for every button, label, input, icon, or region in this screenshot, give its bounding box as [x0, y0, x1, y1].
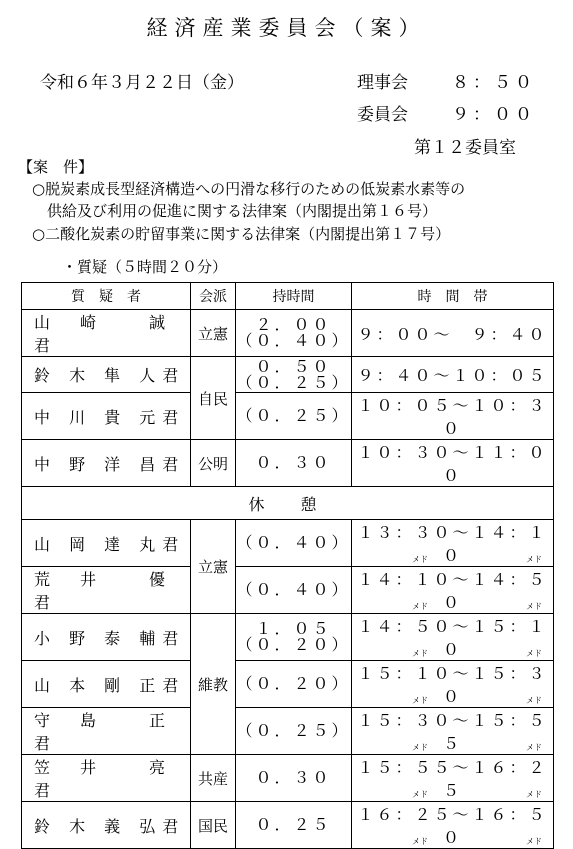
time-slot: ９：００～ ９：４０: [352, 310, 554, 357]
hours-cell: ０．２５: [236, 802, 352, 849]
questioner-name: 荒 井 優君: [22, 567, 191, 614]
meto-note: メド: [526, 837, 542, 846]
party: 立憲: [191, 520, 236, 614]
meto-note: メド: [526, 555, 542, 564]
hours-total: １．０５: [255, 619, 332, 638]
questioner-name: 山 崎 誠君: [22, 310, 191, 357]
meto-note: メド: [526, 790, 542, 799]
hours-cell: （０．４０）: [236, 567, 352, 614]
header-questioner: 質 疑 者: [22, 283, 191, 310]
questioner-name: 鈴 木 義 弘君: [22, 802, 191, 849]
meto-note: メド: [412, 649, 428, 658]
header-hours: 持時間: [236, 283, 352, 310]
header-party: 会派: [191, 283, 236, 310]
party: 維教: [191, 614, 236, 755]
meto-note: メド: [526, 602, 542, 611]
table-row: [22, 440, 554, 487]
agenda-heading: 【案 件】: [18, 158, 94, 176]
break-row: [22, 487, 554, 520]
time-slot: １３：３０～１４：１０ メド メド: [352, 520, 554, 567]
document-title: 経済産業委員会（案）: [146, 16, 427, 40]
hours-cell: （０．２５）: [236, 393, 352, 440]
agenda-item: ○脱炭素成長型経済構造への円滑な移行のための低炭素水素等の: [32, 180, 466, 198]
table-row: [22, 755, 554, 802]
party: 共産: [191, 755, 236, 802]
hours-cell: ０．３０: [236, 440, 352, 487]
agenda-item: 供給及び利用の促進に関する法律案（内閣提出第１６号）: [32, 202, 438, 220]
meeting-room: 第１２委員室: [414, 138, 516, 158]
hours-cell: （０．２５）: [236, 708, 352, 755]
table-row: [22, 661, 554, 708]
time-slot: １４：５０～１５：１０ メド メド: [352, 614, 554, 661]
time-slot: １６：２５～１６：５０ メド メド: [352, 802, 554, 849]
meto-note: メド: [412, 837, 428, 846]
meeting-time-riji: ８：５０: [452, 73, 536, 93]
questioner-name: 中 川 貴 元君: [22, 393, 191, 440]
hours-allocated: （０．４０）: [236, 331, 351, 350]
questioner-name: 中 野 洋 昌君: [22, 440, 191, 487]
party: 自民: [191, 357, 236, 440]
meto-note: メド: [412, 696, 428, 705]
meeting-time-iin: ９：００: [452, 105, 536, 125]
questioner-name: 笠 井 亮君: [22, 755, 191, 802]
questioner-name: 鈴 木 隼 人君: [22, 357, 191, 393]
meto-note: メド: [412, 743, 428, 752]
meto-note: メド: [526, 649, 542, 658]
meto-note: メド: [526, 743, 542, 752]
meeting-label-riji: 理事会: [357, 73, 408, 93]
questioner-name: 山 岡 達 丸君: [22, 520, 191, 567]
hours-cell: （０．２０）: [236, 661, 352, 708]
time-slot: １０：０５～１０：３０: [352, 393, 554, 440]
time-slot: １５：５５～１６：２５ メド メド: [352, 755, 554, 802]
time-slot: １０：３０～１１：００: [352, 440, 554, 487]
hours-allocated: （０．２０）: [236, 635, 351, 654]
party: 国民: [191, 802, 236, 849]
hours-cell: （０．４０）: [236, 520, 352, 567]
questioner-name: 守 島 正君: [22, 708, 191, 755]
table-row: [22, 357, 554, 393]
session-duration: ・質疑（５時間２０分）: [62, 258, 228, 276]
hours-total: ２．００: [255, 315, 332, 334]
questioner-name: 山 本 剛 正君: [22, 661, 191, 708]
time-slot: ９：４０～１０：０５: [352, 357, 554, 393]
break-label: 休 憩: [22, 487, 554, 520]
meto-note: メド: [412, 790, 428, 799]
table-header-row: [22, 283, 554, 310]
table-row: [22, 614, 554, 661]
hours-cell: [236, 614, 352, 661]
party: 公明: [191, 440, 236, 487]
meto-note: メド: [412, 555, 428, 564]
questioner-name: 小 野 泰 輔君: [22, 614, 191, 661]
meto-note: メド: [526, 696, 542, 705]
table-row: [22, 708, 554, 755]
hours-total: ０．５０: [255, 356, 332, 376]
time-slot: １５：１０～１５：３０ メド メド: [352, 661, 554, 708]
hours-cell: [236, 310, 352, 357]
table-row: [22, 393, 554, 440]
meeting-label-iin: 委員会: [357, 105, 408, 125]
table-row: [22, 520, 554, 567]
meto-note: メド: [412, 602, 428, 611]
meeting-date: 令和６年３月２２日（金）: [40, 73, 244, 93]
hours-cell: ０．３０: [236, 755, 352, 802]
table-row: [22, 310, 554, 357]
question-schedule-table: [21, 282, 554, 849]
hours-allocated: （０．２５）: [236, 372, 351, 392]
header-timeslot: 時 間 帯: [352, 283, 554, 310]
time-slot: １５：３０～１５：５５ メド メド: [352, 708, 554, 755]
hours-cell: [236, 357, 352, 393]
party: 立憲: [191, 310, 236, 357]
table-row: [22, 567, 554, 614]
agenda-item: ○二酸化炭素の貯留事業に関する法律案（内閣提出第１７号）: [32, 225, 451, 243]
table-row: [22, 802, 554, 849]
time-slot: １４：１０～１４：５０ メド メド: [352, 567, 554, 614]
